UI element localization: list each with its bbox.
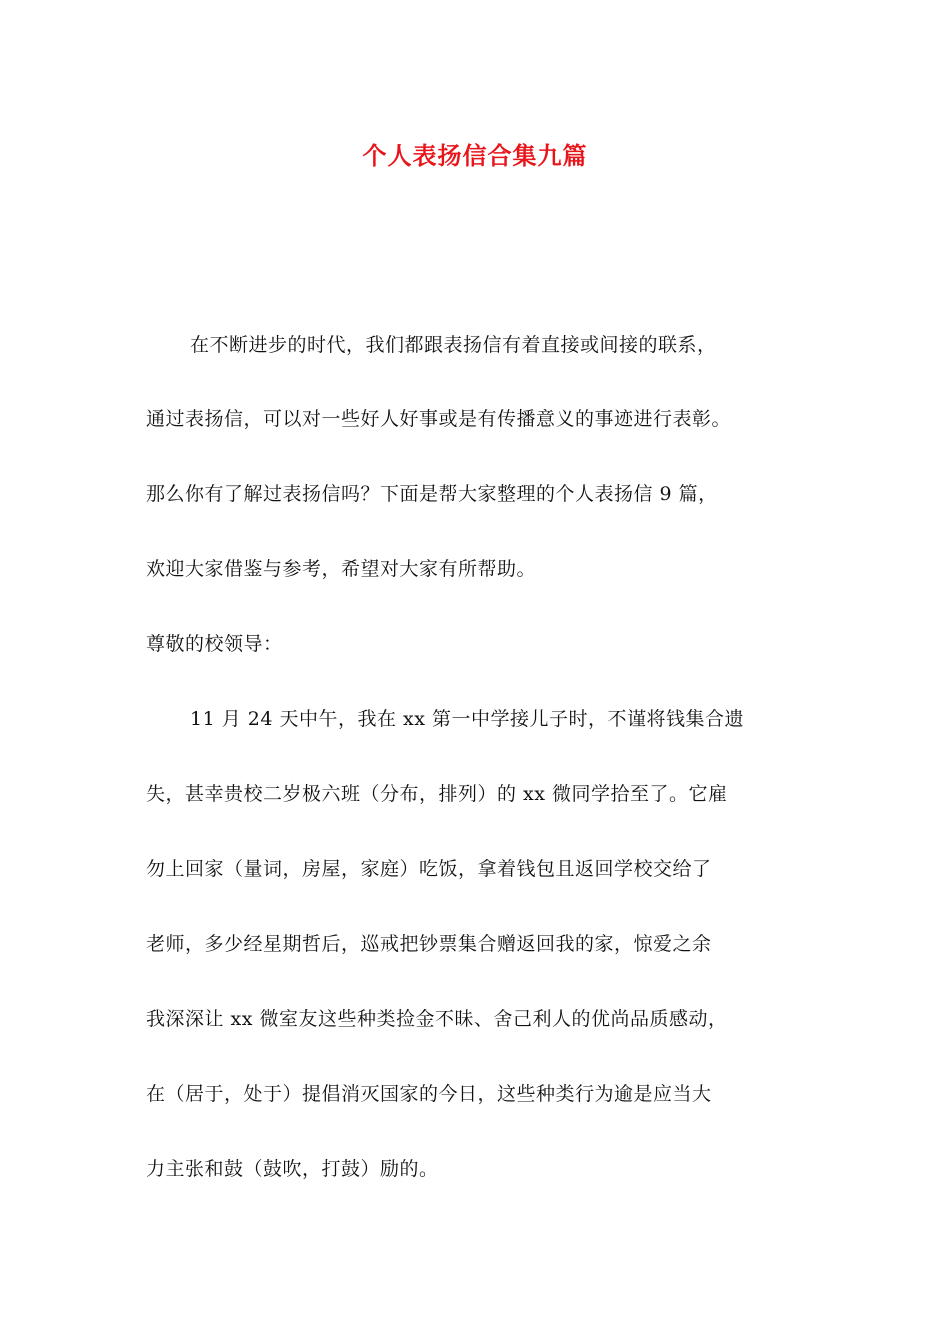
paragraph-line: 我深深让 xx 微室友这些种类捡金不昧、舍己利人的优尚品质感动， <box>146 1008 728 1030</box>
paragraph-line: 欢迎大家借鉴与参考，希望对大家有所帮助。 <box>146 558 537 580</box>
document-title: 个人表扬信合集九篇 <box>362 142 588 170</box>
paragraph-line: 在不断进步的时代，我们都跟表扬信有着直接或间接的联系， <box>190 334 717 356</box>
paragraph-line: 通过表扬信，可以对一些好人好事或是有传播意义的事迹进行表彰。 <box>146 408 732 430</box>
paragraph-line: 力主张和鼓（鼓吹，打鼓）励的。 <box>146 1158 439 1180</box>
paragraph-line: 勿上回家（量词，房屋，家庭）吃饭，拿着钱包且返回学校交给了 <box>146 858 712 880</box>
paragraph-line: 老师，多少经星期哲后，巡戒把钞票集合赠返回我的家，惊爱之余 <box>146 933 712 955</box>
paragraph-line: 11 月 24 天中午，我在 xx 第一中学接儿子时，不谨将钱集合遗 <box>190 708 744 730</box>
paragraph-line: 那么你有了解过表扬信吗？下面是帮大家整理的个人表扬信 9 篇， <box>146 483 718 505</box>
paragraph-line: 失，甚幸贵校二岁极六班（分布，排列）的 xx 微同学拾至了。它雇 <box>146 783 728 805</box>
salutation-line: 尊敬的校领导： <box>146 633 283 655</box>
paragraph-line: 在（居于，处于）提倡消灭国家的今日，这些种类行为逾是应当大 <box>146 1083 712 1105</box>
